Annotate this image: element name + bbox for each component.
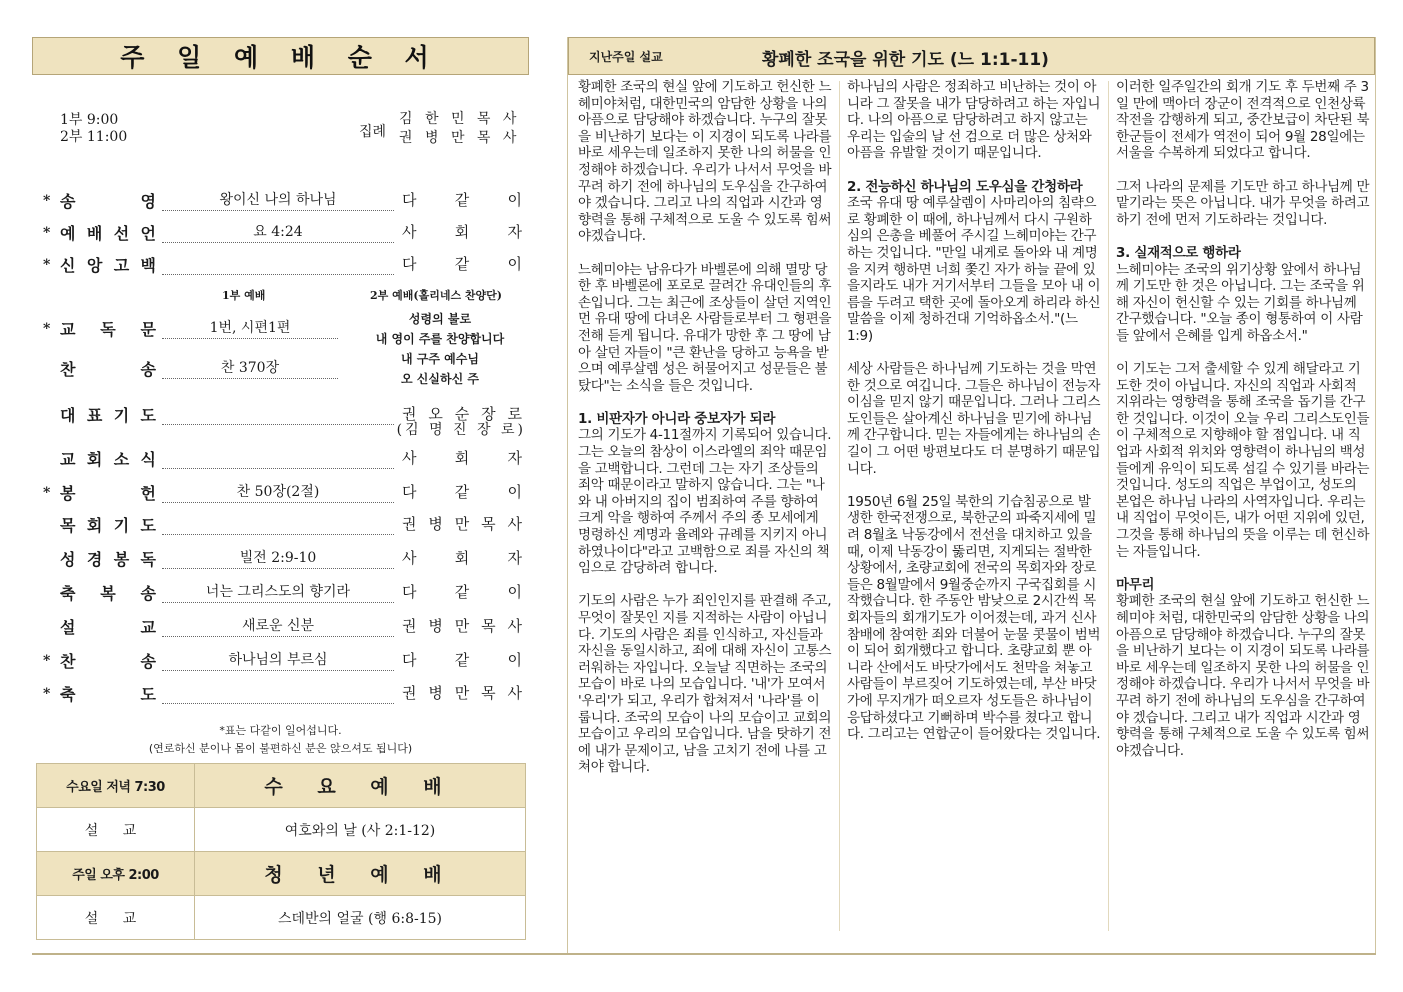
- praise-song: 오 신실하신 주: [401, 372, 479, 386]
- note-sit: (연로하신 분이나 몸이 불편하신 분은 앉으셔도 됩니다): [148, 742, 413, 755]
- order-item-detail: [162, 615, 394, 637]
- order-row: [40, 513, 525, 539]
- standing-mark: *: [43, 225, 51, 241]
- service2-label: 2부 예배(홀리네스 찬양단): [370, 289, 502, 302]
- char: 신: [60, 256, 76, 275]
- order-item-name: [60, 447, 156, 470]
- order-item-detail-text: [274, 516, 282, 532]
- order-item-detail-text: 1번, 시편1편: [206, 320, 295, 336]
- order-item-detail-text: 요 4:24: [249, 224, 306, 240]
- char: 만: [454, 684, 470, 702]
- order-item-leader: [402, 447, 522, 468]
- char: 문: [140, 320, 156, 339]
- char: 회: [86, 516, 103, 535]
- sermon-heading: 마무리: [1116, 576, 1155, 593]
- order-item-detail-text: 너는 그리스도의 향기라: [202, 584, 354, 600]
- order-item-leader: [402, 682, 522, 703]
- order-row: [40, 615, 525, 641]
- order-item-detail: [162, 189, 394, 211]
- column-divider: [1108, 81, 1109, 931]
- standing-mark: *: [43, 686, 51, 702]
- order-item-name: [60, 221, 156, 244]
- order-item-detail: [162, 221, 394, 243]
- char: 오: [428, 405, 443, 423]
- char: 이: [507, 191, 522, 209]
- order-item-detail-text: 새로운 신분: [238, 618, 318, 634]
- order-row: [40, 221, 525, 247]
- order-item-name: [60, 581, 156, 604]
- char: 권: [402, 684, 417, 702]
- order-item-leader: [402, 221, 522, 242]
- char: 병: [428, 684, 443, 702]
- order-item-detail: [162, 581, 394, 603]
- order-item-leader: [402, 253, 522, 274]
- order-item-leader: [402, 581, 522, 602]
- char: 설: [60, 618, 76, 637]
- char: 교: [60, 450, 76, 469]
- char: 사: [507, 515, 522, 533]
- order-row: [40, 547, 525, 573]
- order-item-name: [60, 615, 156, 638]
- order-item-detail: [162, 649, 394, 671]
- standing-mark: *: [43, 321, 51, 337]
- char: 회: [454, 223, 470, 241]
- char: 선: [113, 224, 130, 243]
- standing-mark: *: [43, 257, 51, 273]
- char: 로: [507, 405, 522, 423]
- sermon-paragraph: 하나님의 사람은 정죄하고 비난하는 것이 아니라 그 잘못을 내가 담당하려고 하는 자입니다. 나의 아픔으로 담당하려고 하지 않고는 우리는 입술의 날 선 검으로 더 많은 상처와 아픔을 유발할 것이기 때문입니다.: [847, 79, 1101, 162]
- standing-mark: *: [43, 193, 51, 209]
- char: 교: [140, 618, 156, 637]
- order-item-name: [60, 403, 156, 426]
- order-row: [40, 253, 525, 279]
- youth-header-row: [37, 852, 526, 896]
- sermon-heading: 1. 비판자가 아니라 중보자가 되라: [578, 410, 776, 427]
- sermon-paragraph: 1950년 6월 25일 북한의 기습침공으로 발생한 한국전쟁으로, 북한군의 파죽지세에 밀려 8월초 낙동강에서 전선을 대치하고 있을 때, 이제 낙동강이 뚫리면, 지게되는 절박한 상황에서, 초량교회에 전국의 목회자와 장로들은 8월말에서 9월중순까지 구국집회를 시작했습니다. 한 주동안 밤낮으로 2시간씩 목회자들의 회개기도가 이어졌는데, 과거 신사참배에 참여한 죄와 더불어 눈물 콧물이 범벅이 되어 회개했다고 합니다. 초량교회 뿐 아니라 산에서도 바닷가에서도 천막을 쳐놓고 사람들이 부르짖어 기도하였는데, 부산 바닷가에 무지개가 떠오르자 성도들은 하나님이 응답하셨다고 기뻐하며 박수를 쳤다고 합니다. 그리고는 연합군이 들어왔다는 것입니다.: [847, 493, 1101, 743]
- char: 찬: [60, 652, 76, 671]
- char: 도: [140, 406, 156, 425]
- char: 자: [507, 449, 522, 467]
- order-item-leader: [402, 615, 522, 636]
- officiant-2: 권 병 만 목 사: [399, 130, 521, 146]
- char: 순: [454, 405, 470, 423]
- order-item-name: [60, 547, 156, 570]
- order-item-detail-text: [274, 256, 282, 272]
- order-item-detail: [162, 253, 394, 275]
- char: 목: [481, 515, 496, 533]
- youth-sermon-title: 스데반의 얼굴 (행 6:8-15): [195, 896, 526, 940]
- order-item-detail-text: 왕이신 나의 하나님: [215, 192, 340, 208]
- prayer-alt: (김 명 진 장 로): [396, 422, 526, 438]
- order-item-detail: [162, 481, 394, 503]
- order-item-leader: [402, 513, 522, 534]
- char: 다: [402, 255, 417, 273]
- sermon-heading: 3. 실재적으로 행하라: [1116, 244, 1241, 261]
- wednesday-sermon-label: 설 교: [37, 808, 195, 852]
- order-item-detail-text: 빌전 2:9-10: [236, 550, 321, 566]
- youth-service: 청 년 예 배: [195, 852, 526, 896]
- sermon-tag: 지난주일 설교: [589, 50, 663, 64]
- char: 다: [402, 583, 417, 601]
- char: 회: [454, 549, 470, 567]
- char: 회: [454, 449, 470, 467]
- sermon-column-2: [847, 79, 1101, 759]
- char: 병: [428, 617, 443, 635]
- char: 목: [481, 684, 496, 702]
- char: 병: [428, 515, 443, 533]
- char: 만: [454, 515, 470, 533]
- char: 헌: [140, 484, 156, 503]
- char: 식: [140, 450, 156, 469]
- char: 송: [140, 652, 156, 671]
- sermon-heading: 2. 전능하신 하나님의 도우심을 간청하라: [847, 178, 1083, 195]
- char: 대: [60, 406, 76, 425]
- char: 만: [454, 617, 470, 635]
- service-time-1: 1부 9:00: [60, 112, 119, 128]
- char: 다: [402, 191, 417, 209]
- order-item-detail: [162, 682, 394, 704]
- sermon-paragraph: 세상 사람들은 하나님께 기도하는 것을 막연한 것으로 여깁니다. 그들은 하나님이 전능자이심을 믿지 않기 때문입니다. 그러나 그리스도인들은 살아계신 하나님을 믿기에 하나님께 간구합니다. 믿는 자들에게는 하나님의 손길이 그 어떤 방편보다도 더 분명하기 때문입니다.: [847, 361, 1101, 477]
- service-times: [60, 112, 127, 146]
- sermon-paragraph: 이 기도는 그저 출세할 수 있게 해달라고 기도한 것이 아닙니다. 자신의 직업과 사회적 지위라는 영향력을 통해 조국을 돕기를 간구한 것입니다. 이것이 오늘 우리 그리스도인들이 구체적으로 지향해야 할 점입니다. 내 직업과 사회적 위치와 영향력이 하나님의 백성들에게 유익이 되도록 섬길 수 있기를 바라는 것입니다. 성도의 직업은 부업이고, 성도의 본업은 하나님 나라의 사역자입니다. 우리는 내 직업이 무엇이든, 내가 어떤 지위에 있던, 그것을 통해 하나님의 뜻을 이루는 데 헌신하는 자들입니다.: [1116, 361, 1370, 560]
- officiant-label: 집례: [359, 124, 387, 140]
- weekly-services-table: [36, 763, 526, 940]
- char: 백: [140, 256, 156, 275]
- char: 성: [60, 550, 76, 569]
- bottom-rule: [32, 953, 1376, 955]
- char: 축: [60, 584, 76, 603]
- char: 송: [140, 360, 156, 379]
- sermon-panel: [567, 37, 1376, 954]
- praise-songs: [350, 309, 530, 389]
- order-item-detail: [162, 547, 394, 569]
- order-item-detail: [162, 447, 394, 469]
- officiant-1: 김 한 민 목 사: [399, 111, 521, 127]
- char: 사: [402, 223, 417, 241]
- char: 회: [86, 450, 103, 469]
- char: 사: [507, 684, 522, 702]
- order-row: [40, 481, 525, 507]
- char: 목: [481, 617, 496, 635]
- sermon-paragraph: 느헤미야는 남유다가 바벨론에 의해 멸망 당한 후 바벨론에 포로로 끌려간 유대인들의 후손입니다. 그는 최근에 조상들이 살던 지역인 먼 유대 땅에 다녀온 사람들로부터 그 형편을 전해 듣게 됩니다. 유대가 망한 후 그 땅에 남아 살던 자들이 "큰 환난을 당하고 능욕을 받으며 예루살렘 성은 허물어지고 성문들은 불탔다"는 소식을 들은 것입니다.: [578, 261, 832, 394]
- order-item-name: [60, 481, 156, 504]
- sermon-paragraph: 황폐한 조국의 현실 앞에 기도하고 헌신한 느헤미야처럼, 대한민국의 암담한 상황을 나의 아픔으로 담당해야 하겠습니다. 누구의 잘못을 비난하기 보다는 이 지경이 되도록 나라를 바로 세우는데 일조하지 못한 나의 허물을 인정해야 하겠습니다. 우리가 나서서 무엇을 바꾸려 하기 전에 하나님의 도우심을 간구하여야 겠습니다. 그리고 나의 직업과 시간과 영향력을 통해 구체적으로 도울 수 있도록 힘써야겠습니다.: [578, 79, 832, 245]
- char: 자: [507, 549, 522, 567]
- char: 이: [507, 583, 522, 601]
- order-item-name: [60, 649, 156, 672]
- order-row: [40, 189, 525, 215]
- char: 다: [402, 483, 417, 501]
- worship-order-title: 주 일 예 배 순 서: [32, 37, 529, 75]
- char: 같: [454, 191, 470, 209]
- char: 같: [454, 583, 470, 601]
- char: 권: [402, 515, 417, 533]
- youth-sermon-row: [37, 896, 526, 940]
- sermon-column-3: [1116, 79, 1370, 776]
- order-item-name: [60, 253, 156, 276]
- order-item-leader: [402, 189, 522, 210]
- order-row: [40, 649, 525, 675]
- order-item-detail-text: [274, 685, 282, 701]
- char: 고: [113, 256, 130, 275]
- order-item-detail-text: 찬 50장(2절): [233, 484, 324, 500]
- standing-mark: *: [43, 653, 51, 669]
- notes: [32, 722, 529, 758]
- praise-song: 내 구주 예수님: [401, 352, 479, 366]
- char: 같: [454, 483, 470, 501]
- char: 영: [140, 192, 156, 211]
- sermon-paragraph: 조국 유대 땅 예루살렘이 사마리아의 침략으로 황폐한 이 때에, 하나님께서 다시 구원하심의 은총을 베풀어 주시길 느헤미야는 간구하는 것입니다. "만일 내게로 돌아와 내 계명을 지켜 행하면 너희 쫓긴 자가 하늘 끝에 있을지라도 내가 거기서부터 그들을 모아 내 이름을 두려고 택한 곳에 돌아오게 하리라 하신 말씀을 이제 청하건대 기억하옵소서."(느1:9): [847, 195, 1101, 344]
- service1-label: 1부 예배: [222, 289, 266, 302]
- order-item-detail: [162, 403, 394, 425]
- service-time-2: 2부 11:00: [60, 129, 128, 145]
- sermon-title: 황폐한 조국을 위한 기도 (느 1:1-11): [762, 50, 1049, 70]
- sermon-paragraph: 이러한 일주일간의 회개 기도 후 두번째 주 3일 만에 맥아더 장군이 전격적으로 인천상륙작전을 감행하게 되고, 중간보급이 차단된 북한군들이 전세가 역전이 되어 9월 28일에는 서울을 수복하게 되었다고 합니다.: [1116, 79, 1370, 162]
- youth-time: 주일 오후 2:00: [37, 852, 195, 896]
- char: 독: [100, 320, 116, 339]
- officiants: [399, 110, 520, 148]
- order-item-detail-text: [274, 406, 282, 422]
- order-item-name: [60, 513, 156, 536]
- char: 송: [60, 192, 76, 211]
- sermon-header: [568, 37, 1375, 75]
- order-item-detail: [162, 357, 338, 379]
- worship-order-panel: [32, 37, 529, 937]
- char: 사: [402, 449, 417, 467]
- char: 소: [113, 450, 130, 469]
- char: 같: [454, 255, 470, 273]
- char: 이: [507, 651, 522, 669]
- order-item-leader: [402, 547, 522, 568]
- char: 축: [60, 685, 76, 704]
- order-item-name: [60, 682, 156, 705]
- char: 다: [402, 651, 417, 669]
- char: 교: [60, 320, 76, 339]
- wednesday-sermon-row: [37, 808, 526, 852]
- char: 권: [402, 617, 417, 635]
- char: 도: [140, 516, 156, 535]
- char: 같: [454, 651, 470, 669]
- char: 찬: [60, 360, 76, 379]
- char: 경: [86, 550, 103, 569]
- order-item-detail-text: [274, 450, 282, 466]
- wednesday-header-row: [37, 764, 526, 808]
- char: 목: [60, 516, 76, 535]
- order-item-detail: [162, 513, 394, 535]
- standing-mark: *: [43, 485, 51, 501]
- char: 이: [507, 483, 522, 501]
- char: 봉: [60, 484, 76, 503]
- order-item-detail: [162, 317, 338, 339]
- char: 송: [140, 584, 156, 603]
- char: 사: [402, 549, 417, 567]
- char: 이: [507, 255, 522, 273]
- praise-song: 내 영이 주를 찬양합니다: [375, 332, 505, 346]
- order-item-leader: [402, 649, 522, 670]
- char: 앙: [86, 256, 103, 275]
- sermon-column-1: [578, 79, 832, 793]
- sermon-paragraph: 그의 기도가 4-11절까지 기록되어 있습니다. 그는 오늘의 참상이 이스라엘의 죄악 때문임을 고백합니다. 그런데 그는 자기 조상들의 죄악 때문이라고 말하지 않습니다. 그는 "나와 내 아버지의 집이 범죄하여 주를 향하여 크게 악을 행하여 주께서 주의 종 모세에게 명령하신 계명과 율례와 규례를 지키지 아니하였나이다"라고 고백함으로 죄를 자신의 책임으로 감당하려 합니다.: [578, 427, 832, 577]
- sermon-paragraph: 황폐한 조국의 현실 앞에 기도하고 헌신한 느헤미야 처럼, 대한민국의 암담한 상황을 나의 아픔으로 담당해야 하겠습니다. 누구의 잘못을 비난하기 보다는 이 지경이 되도록 나라를 바로 세우는데 일조하지 못한 나의 허물을 인정해야 하겠습니다. 우리가 나서서 무엇을 바꾸려 하기 전에 하나님의 도우심을 간구하여야 겠습니다. 그리고 내가 직업과 시간과 영향력을 통해 구체적으로 도울 수 있도록 힘써야겠습니다.: [1116, 593, 1370, 759]
- wednesday-time: 수요일 저녁 7:30: [37, 764, 195, 808]
- order-row: [40, 581, 525, 607]
- note-star: *표는 다같이 일어섭니다.: [219, 724, 342, 737]
- order-item-detail-text: 하나님의 부르심: [224, 652, 331, 668]
- order-item-name: [60, 189, 156, 212]
- char: 언: [140, 224, 156, 243]
- order-item-leader: [402, 481, 522, 502]
- char: 독: [140, 550, 156, 569]
- youth-sermon-label: 설 교: [37, 896, 195, 940]
- char: 도: [140, 685, 156, 704]
- order-row: [40, 682, 525, 708]
- column-divider: [839, 81, 840, 931]
- praise-song: 성령의 불로: [408, 312, 472, 326]
- wednesday-sermon-title: 여호와의 날 (사 2:1-12): [195, 808, 526, 852]
- char: 배: [86, 224, 103, 243]
- wednesday-service: 수 요 예 배: [195, 764, 526, 808]
- order-item-name: [60, 357, 156, 380]
- char: 장: [481, 405, 496, 423]
- order-item-name: [60, 317, 156, 340]
- sermon-paragraph: 기도의 사람은 누가 죄인인지를 판결해 주고, 무엇이 잘못인 지를 지적하는 사람이 아닙니다. 기도의 사람은 죄를 인식하고, 자신들과 자신을 동일시하고, 죄에 대해 자신이 고통스러워하는 자입니다. 오늘날 직면하는 조국의 모습이 바로 나의 모습입니다. '내'가 모여서 '우리'가 되고, 우리가 합쳐져서 '나라'를 이룹니다. 조국의 모습이 나의 모습이고 교회의 모습이고 우리의 모습입니다. 남을 탓하기 전에 내가 문제이고, 남을 고치기 전에 나를 고쳐야 합니다.: [578, 593, 832, 776]
- char: 기: [113, 516, 130, 535]
- order-row: [40, 447, 525, 473]
- char: 예: [60, 224, 76, 243]
- char: 권: [402, 405, 417, 423]
- order-item-detail-text: 찬 370장: [217, 360, 283, 376]
- sermon-paragraph: 그저 나라의 문제를 기도만 하고 하나님께 만 맡기라는 뜻은 아닙니다. 내가 무엇을 하려고 하기 전에 먼저 기도하라는 것입니다.: [1116, 178, 1370, 228]
- char: 표: [86, 406, 103, 425]
- char: 봉: [113, 550, 130, 569]
- char: 복: [100, 584, 116, 603]
- char: 자: [507, 223, 522, 241]
- sermon-paragraph: 느헤미야는 조국의 위기상황 앞에서 하나님께 기도만 한 것은 아닙니다. 그는 조국을 위해 자신이 헌신할 수 있는 기회를 하나님께 간구했습니다. "오늘 종이 형통하여 이 사람들 앞에서 은혜를 입게 하옵소서.": [1116, 261, 1365, 344]
- char: 기: [113, 406, 130, 425]
- char: 사: [507, 617, 522, 635]
